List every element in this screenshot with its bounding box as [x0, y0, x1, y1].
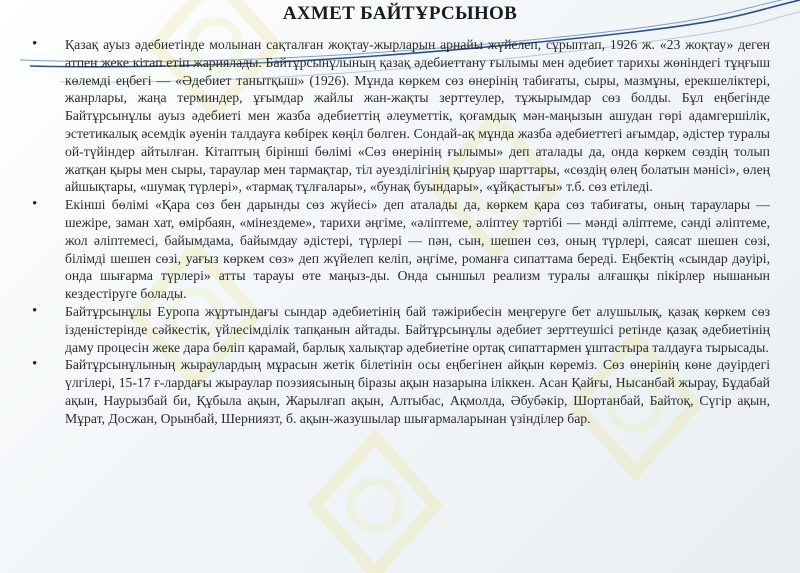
bullet-marker: •: [32, 356, 38, 373]
bullet-item: [28, 36, 770, 196]
slide-title: АХМЕТ БАЙТҰРСЫНОВ: [282, 3, 518, 24]
bullet-list: [28, 36, 770, 428]
bullet-item: [28, 196, 770, 303]
watermark-logo: [300, 430, 450, 573]
bullet-marker: •: [32, 196, 38, 213]
paragraph-text: Екінші бөлімі «Қара сөз бен дарынды сөз жүйесі» деп аталады да, көркем қара сөз табиғаты, оның тараулары — шежіре, заман хат, өмірбаян, «мінездеме», тарихи әңгіме, «әліптеме, әліптеу тәртібі — мәнді әліптеме, сәнді әліптеме, жол әліптемесі, байымдама, байымдау әдістері, түрлері — пән, сын, шешен сөз, оның түрлері, саясат шешен сөзі, білімді шешен сөзі, уағыз көркем сөз» деп жүйелеп келіп, әңгіме, романға сипаттама береді. Еңбектің «сындар дәуірі, онда шығарма түрлері» атты тарауы өте маңыз-ды. Онда сыншыл реализм туралы алғашқы пікірлер нышанын кездестіруге болады.: [65, 197, 770, 302]
bullet-marker: •: [32, 302, 38, 319]
bullet-item: [28, 303, 770, 356]
paragraph-text: Байтұрсынұлы Еуропа жұртындағы сындар әдебиетінің бай тәжірибесін меңгеруге бет алушылық, қазақ көркем сөз ізденістерінде сәйкестік, үйлесімділік тапқанын айтады. Байтұрсынұлы әдебиет зерттеушісі ретінде қазақ әдебиетінің даму процесін жеке дара бөліп қарамай, барлық халықтар әдебиетіне ортақ сипаттармен ұштастыра талдауға тырысады.: [65, 303, 770, 355]
paragraph-text: Қазақ ауыз әдебиетінде молынан сақталған жоқтау-жырларын арнайы жүйелеп, сұрыптап, 1926 ж. «23 жоқтау» деген атпен жеке кітап етіп жариялады. Байтұрсынұлының қазақ әдебиеттану ғылымы мен әдебиет тарихы жөніндегі тұңғыш көлемді еңбегі — «Әдебиет танытқыш» (1926). Мұнда көркем сөз өнерінің табиғаты, сыры, мазмұны, ерекшеліктері, жанрлары, жаңа терминдер, ұғымдар жайлы жан-жақты зерттеулер, тұжырымдар сөз болды. Бұл еңбегінде Байтұрсынұлы ауыз әдебиеті мен жазба әдебиеттің әлеуметтік, қоғамдық мән-маңызын ашудан гөрі адамгершілік, эстетикалық әсемдік әуенін талдауға көбірек көңіл бөлген. Сондай-ақ мұнда жазба әдебиеттегі ағымдар, әдістер туралы ой-түйіндер айтылған. Кітаптың бірінші бөлімі «Сөз өнерінің ғылымы» деп аталады да, онда көркем сөздің толып жатқан қыры мен сыры, тараулар мен тармақтар, тіл әуезділігінің қыруар шарттары, «сөздің өлең болатын мәнісі», өлең айшықтары, «шумақ түрлері», «тармақ тұлғалары», «бунақ буындары», «ұйқастығы» т.б. сөз етіледі.: [65, 37, 770, 195]
bullet-item: [28, 356, 770, 427]
bullet-marker: •: [32, 36, 38, 52]
paragraph-text: Байтұрсынұлының жыраулардың мұрасын жетік білетінін осы еңбегінен айқын көреміз. Сөз өнерінің көне дәуірдегі үлгілері, 15-17 ғ-лардағы жыраулар поэзиясының біразы ақын назарына іліккен. Асан Қайғы, Нысанбай жырау, Бұдабай ақын, Наурызбай би, Құбыла ақын, Жарылғап ақын, Алтыбас, Ақмолда, Әбубәкір, Шортанбай, Байтоқ, Сүгір ақын, Мұрат, Досжан, Орынбай, Шерниязт, б. ақын-жазушылар шығармаларынан үзінділер бар.: [65, 357, 770, 426]
